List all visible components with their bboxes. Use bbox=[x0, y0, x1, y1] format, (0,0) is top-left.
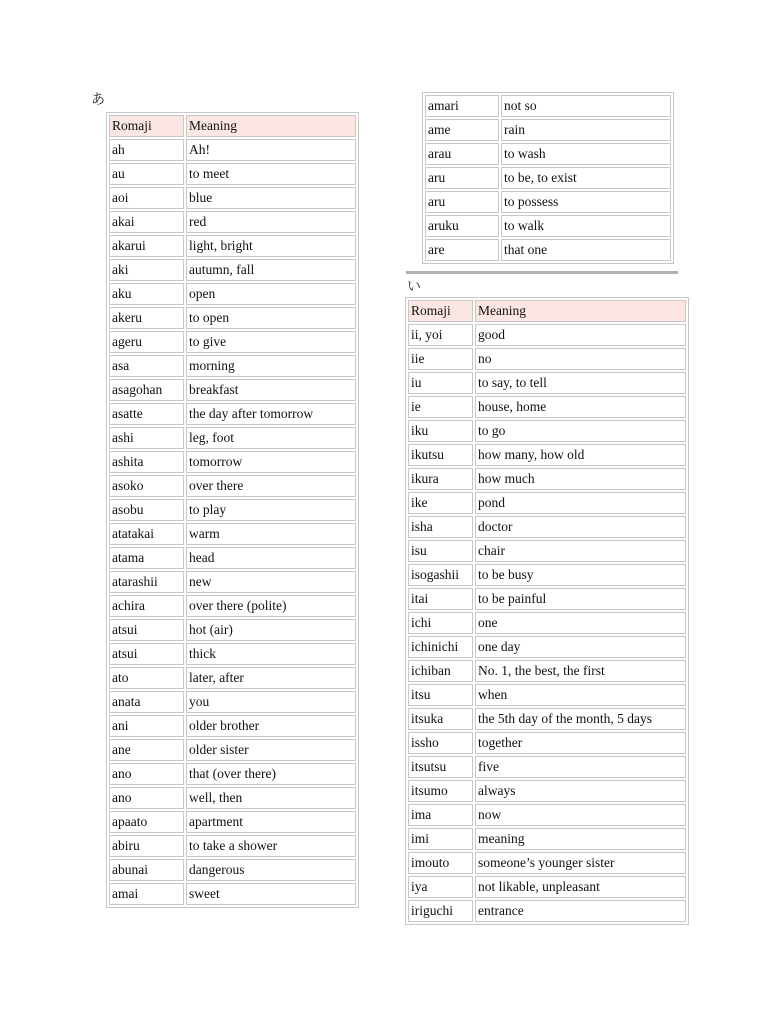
meaning-cell: that (over there) bbox=[186, 763, 356, 785]
romaji-cell: ikura bbox=[408, 468, 473, 490]
table-row bbox=[109, 643, 356, 665]
romaji-cell: akai bbox=[109, 211, 184, 233]
meaning-cell: No. 1, the best, the first bbox=[475, 660, 686, 682]
column-header-meaning: Meaning bbox=[475, 300, 686, 322]
meaning-cell: warm bbox=[186, 523, 356, 545]
table-row bbox=[408, 372, 686, 394]
table-row bbox=[425, 167, 671, 189]
romaji-cell: au bbox=[109, 163, 184, 185]
romaji-cell: ane bbox=[109, 739, 184, 761]
meaning-cell: sweet bbox=[186, 883, 356, 905]
romaji-cell: itsuka bbox=[408, 708, 473, 730]
meaning-cell: thick bbox=[186, 643, 356, 665]
meaning-cell: doctor bbox=[475, 516, 686, 538]
table-row bbox=[408, 420, 686, 442]
romaji-cell: ie bbox=[408, 396, 473, 418]
meaning-cell: always bbox=[475, 780, 686, 802]
table-row bbox=[109, 211, 356, 233]
table-row bbox=[425, 191, 671, 213]
romaji-cell: abunai bbox=[109, 859, 184, 881]
romaji-cell: atsui bbox=[109, 619, 184, 641]
meaning-cell: to possess bbox=[501, 191, 671, 213]
table-row bbox=[408, 324, 686, 346]
meaning-cell: how much bbox=[475, 468, 686, 490]
table-row bbox=[408, 348, 686, 370]
meaning-cell: Ah! bbox=[186, 139, 356, 161]
meaning-cell: apartment bbox=[186, 811, 356, 833]
meaning-cell: the day after tomorrow bbox=[186, 403, 356, 425]
romaji-cell: aoi bbox=[109, 187, 184, 209]
table-row bbox=[109, 739, 356, 761]
table-row bbox=[109, 835, 356, 857]
table-row bbox=[408, 516, 686, 538]
romaji-cell: ike bbox=[408, 492, 473, 514]
meaning-cell: someone’s younger sister bbox=[475, 852, 686, 874]
meaning-cell: older sister bbox=[186, 739, 356, 761]
meaning-cell: chair bbox=[475, 540, 686, 562]
table-row bbox=[109, 859, 356, 881]
romaji-cell: asatte bbox=[109, 403, 184, 425]
vocab-table-i bbox=[405, 297, 689, 925]
romaji-cell: ima bbox=[408, 804, 473, 826]
table-row bbox=[408, 564, 686, 586]
table-row bbox=[109, 763, 356, 785]
meaning-cell: over there bbox=[186, 475, 356, 497]
meaning-cell: leg, foot bbox=[186, 427, 356, 449]
romaji-cell: are bbox=[425, 239, 499, 261]
section-divider bbox=[406, 271, 678, 274]
romaji-cell: itsu bbox=[408, 684, 473, 706]
table-row bbox=[408, 900, 686, 922]
table-row bbox=[408, 708, 686, 730]
meaning-cell: to give bbox=[186, 331, 356, 353]
meaning-cell: that one bbox=[501, 239, 671, 261]
table-row bbox=[408, 804, 686, 826]
romaji-cell: abiru bbox=[109, 835, 184, 857]
meaning-cell: one day bbox=[475, 636, 686, 658]
table-row bbox=[109, 307, 356, 329]
romaji-cell: aru bbox=[425, 191, 499, 213]
meaning-cell: to be painful bbox=[475, 588, 686, 610]
table-header-row bbox=[109, 115, 356, 137]
meaning-cell: to take a shower bbox=[186, 835, 356, 857]
romaji-cell: anata bbox=[109, 691, 184, 713]
vocab-table-a bbox=[106, 112, 359, 908]
meaning-cell: light, bright bbox=[186, 235, 356, 257]
meaning-cell: not so bbox=[501, 95, 671, 117]
romaji-cell: asoko bbox=[109, 475, 184, 497]
romaji-cell: imi bbox=[408, 828, 473, 850]
table-row bbox=[109, 691, 356, 713]
table-row bbox=[408, 852, 686, 874]
romaji-cell: issho bbox=[408, 732, 473, 754]
table-row bbox=[109, 667, 356, 689]
romaji-cell: arau bbox=[425, 143, 499, 165]
romaji-cell: ano bbox=[109, 787, 184, 809]
romaji-cell: aruku bbox=[425, 215, 499, 237]
table-row bbox=[408, 540, 686, 562]
table-row bbox=[109, 187, 356, 209]
romaji-cell: aku bbox=[109, 283, 184, 305]
section-a-heading: あ bbox=[91, 93, 105, 108]
romaji-cell: ato bbox=[109, 667, 184, 689]
table-row bbox=[408, 660, 686, 682]
meaning-cell: new bbox=[186, 571, 356, 593]
table-row bbox=[109, 403, 356, 425]
romaji-cell: atarashii bbox=[109, 571, 184, 593]
meaning-cell: five bbox=[475, 756, 686, 778]
meaning-cell: dangerous bbox=[186, 859, 356, 881]
table-row bbox=[109, 811, 356, 833]
romaji-cell: ashita bbox=[109, 451, 184, 473]
table-row bbox=[408, 396, 686, 418]
romaji-cell: itsutsu bbox=[408, 756, 473, 778]
table-row bbox=[109, 523, 356, 545]
meaning-cell: to say, to tell bbox=[475, 372, 686, 394]
table-row bbox=[408, 732, 686, 754]
meaning-cell: over there (polite) bbox=[186, 595, 356, 617]
section-i-heading: い bbox=[407, 280, 421, 295]
meaning-cell: when bbox=[475, 684, 686, 706]
table-row bbox=[408, 684, 686, 706]
table-row bbox=[109, 547, 356, 569]
meaning-cell: entrance bbox=[475, 900, 686, 922]
romaji-cell: ah bbox=[109, 139, 184, 161]
meaning-cell: house, home bbox=[475, 396, 686, 418]
meaning-cell: open bbox=[186, 283, 356, 305]
table-row bbox=[109, 715, 356, 737]
meaning-cell: older brother bbox=[186, 715, 356, 737]
table-row bbox=[425, 143, 671, 165]
romaji-cell: asa bbox=[109, 355, 184, 377]
meaning-cell: autumn, fall bbox=[186, 259, 356, 281]
romaji-cell: atama bbox=[109, 547, 184, 569]
table-header-row bbox=[408, 300, 686, 322]
meaning-cell: to wash bbox=[501, 143, 671, 165]
romaji-cell: ame bbox=[425, 119, 499, 141]
romaji-cell: ii, yoi bbox=[408, 324, 473, 346]
table-row bbox=[425, 215, 671, 237]
romaji-cell: iku bbox=[408, 420, 473, 442]
romaji-cell: atatakai bbox=[109, 523, 184, 545]
meaning-cell: now bbox=[475, 804, 686, 826]
romaji-cell: ikutsu bbox=[408, 444, 473, 466]
meaning-cell: the 5th day of the month, 5 days bbox=[475, 708, 686, 730]
romaji-cell: iu bbox=[408, 372, 473, 394]
meaning-cell: blue bbox=[186, 187, 356, 209]
meaning-cell: rain bbox=[501, 119, 671, 141]
romaji-cell: asagohan bbox=[109, 379, 184, 401]
table-row bbox=[408, 756, 686, 778]
vocab-table-a-continued bbox=[422, 92, 674, 264]
table-row bbox=[109, 451, 356, 473]
table-row bbox=[109, 883, 356, 905]
romaji-cell: ani bbox=[109, 715, 184, 737]
table-row bbox=[109, 427, 356, 449]
table-row bbox=[109, 331, 356, 353]
meaning-cell: good bbox=[475, 324, 686, 346]
column-header-meaning: Meaning bbox=[186, 115, 356, 137]
table-row bbox=[408, 780, 686, 802]
meaning-cell: well, then bbox=[186, 787, 356, 809]
table-row bbox=[408, 636, 686, 658]
romaji-cell: isha bbox=[408, 516, 473, 538]
meaning-cell: to open bbox=[186, 307, 356, 329]
table-row bbox=[408, 468, 686, 490]
meaning-cell: hot (air) bbox=[186, 619, 356, 641]
table-row bbox=[109, 475, 356, 497]
table-row bbox=[109, 379, 356, 401]
romaji-cell: ageru bbox=[109, 331, 184, 353]
meaning-cell: no bbox=[475, 348, 686, 370]
table-row bbox=[109, 787, 356, 809]
meaning-cell: breakfast bbox=[186, 379, 356, 401]
meaning-cell: pond bbox=[475, 492, 686, 514]
meaning-cell: to be, to exist bbox=[501, 167, 671, 189]
table-row bbox=[109, 571, 356, 593]
column-header-romaji: Romaji bbox=[408, 300, 473, 322]
meaning-cell: red bbox=[186, 211, 356, 233]
meaning-cell: to play bbox=[186, 499, 356, 521]
table-row bbox=[408, 876, 686, 898]
romaji-cell: iya bbox=[408, 876, 473, 898]
romaji-cell: atsui bbox=[109, 643, 184, 665]
romaji-cell: ashi bbox=[109, 427, 184, 449]
meaning-cell: tomorrow bbox=[186, 451, 356, 473]
meaning-cell: to go bbox=[475, 420, 686, 442]
meaning-cell: head bbox=[186, 547, 356, 569]
romaji-cell: amari bbox=[425, 95, 499, 117]
meaning-cell: later, after bbox=[186, 667, 356, 689]
romaji-cell: ano bbox=[109, 763, 184, 785]
table-row bbox=[109, 259, 356, 281]
romaji-cell: asobu bbox=[109, 499, 184, 521]
romaji-cell: ichiban bbox=[408, 660, 473, 682]
table-row bbox=[408, 828, 686, 850]
meaning-cell: to be busy bbox=[475, 564, 686, 586]
romaji-cell: apaato bbox=[109, 811, 184, 833]
meaning-cell: you bbox=[186, 691, 356, 713]
table-row bbox=[425, 95, 671, 117]
romaji-cell: itsumo bbox=[408, 780, 473, 802]
romaji-cell: iie bbox=[408, 348, 473, 370]
meaning-cell: one bbox=[475, 612, 686, 634]
meaning-cell: morning bbox=[186, 355, 356, 377]
romaji-cell: itai bbox=[408, 588, 473, 610]
table-row bbox=[408, 588, 686, 610]
romaji-cell: isu bbox=[408, 540, 473, 562]
table-row bbox=[408, 492, 686, 514]
table-row bbox=[109, 235, 356, 257]
table-row bbox=[425, 239, 671, 261]
romaji-cell: akeru bbox=[109, 307, 184, 329]
table-row bbox=[109, 499, 356, 521]
table-row bbox=[408, 612, 686, 634]
romaji-cell: amai bbox=[109, 883, 184, 905]
meaning-cell: meaning bbox=[475, 828, 686, 850]
table-row bbox=[109, 619, 356, 641]
table-row bbox=[109, 355, 356, 377]
table-row bbox=[408, 444, 686, 466]
romaji-cell: isogashii bbox=[408, 564, 473, 586]
table-row bbox=[109, 139, 356, 161]
romaji-cell: ichinichi bbox=[408, 636, 473, 658]
table-row bbox=[425, 119, 671, 141]
meaning-cell: how many, how old bbox=[475, 444, 686, 466]
romaji-cell: aki bbox=[109, 259, 184, 281]
table-row bbox=[109, 283, 356, 305]
meaning-cell: to meet bbox=[186, 163, 356, 185]
romaji-cell: achira bbox=[109, 595, 184, 617]
meaning-cell: to walk bbox=[501, 215, 671, 237]
romaji-cell: ichi bbox=[408, 612, 473, 634]
romaji-cell: aru bbox=[425, 167, 499, 189]
meaning-cell: together bbox=[475, 732, 686, 754]
table-row bbox=[109, 163, 356, 185]
meaning-cell: not likable, unpleasant bbox=[475, 876, 686, 898]
romaji-cell: akarui bbox=[109, 235, 184, 257]
table-row bbox=[109, 595, 356, 617]
column-header-romaji: Romaji bbox=[109, 115, 184, 137]
romaji-cell: imouto bbox=[408, 852, 473, 874]
romaji-cell: iriguchi bbox=[408, 900, 473, 922]
